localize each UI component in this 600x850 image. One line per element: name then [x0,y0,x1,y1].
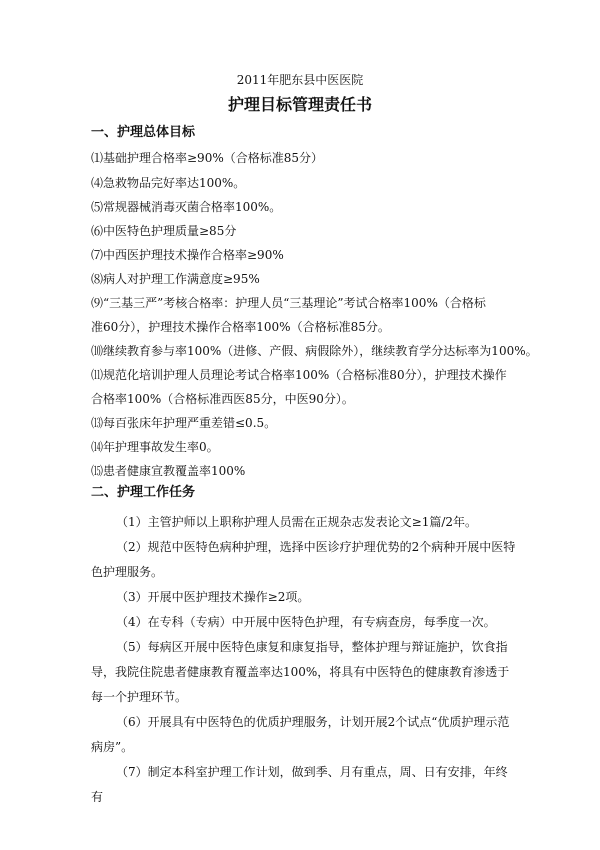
goal-item: ⑴基础护理合格率≥90%（合格标准85分） [91,151,323,165]
task-item: （5）每病区开展中医特色康复和康复指导，整体护理与辩证施护，饮食指导，我院住院患者健康教育覆盖率达100%，将具有中医特色的健康教育渗透于每一个护理环节。 [91,640,510,704]
goal-item: ⑸常规器械消毒灭菌合格率100%。 [91,200,282,214]
section-heading-tasks: 二、护理工作任务 [91,485,196,500]
task-item: （3）开展中医护理技术操作≥2项。 [116,590,310,604]
goal-item: ⑾规范化培训护理人员理论考试合格率100%（合格标准80分），护理技术操作 [91,368,507,382]
goal-item: ⑻病人对护理工作满意度≥95% [91,272,260,286]
task-item: （2）规范中医特色病种护理，选择中医诊疗护理优势的2个病种开展中医特色护理服务。 [91,540,516,579]
goal-item: ⒀每百张床年护理严重差错≤0.5。 [91,416,277,430]
goal-item: ⒁年护理事故发生率0。 [91,440,219,454]
section-heading-goals: 一、护理总体目标 [91,125,196,140]
task-item: （6）开展具有中医特色的优质护理服务，计划开展2个试点“优质护理示范病房”。 [91,715,510,754]
goal-item: 合格率100%（合格标准西医85分，中医90分）。 [91,392,354,406]
goal-item: 准60分），护理技术操作合格率100%（合格标准85分。 [91,320,390,334]
task-item: （4）在专科（专病）中开展中医特色护理，有专病查房，每季度一次。 [116,615,496,629]
task-item: （7）制定本科室护理工作计划，做到季、月有重点，周、日有安排，年终有 [91,765,508,804]
task-item: （1）主管护师以上职称护理人员需在正规杂志发表论文≥1篇/2年。 [116,515,478,529]
goal-item: ⑷急救物品完好率达100%。 [91,176,246,190]
goal-item: ⒂患者健康宣教覆盖率100% [91,464,246,478]
goal-item: ⑼“三基三严”考核合格率：护理人员“三基理论”考试合格率100%（合格标 [91,296,486,310]
goal-item: ⑽继续教育参与率100%（进修、产假、病假除外），继续教育学分达标率为100%。 [91,344,538,358]
goal-item: ⑺中西医护理技术操作合格率≥90% [91,248,284,262]
institution-name: 2011年肥东县中医医院 [236,73,364,87]
goal-item: ⑹中医特色护理质量≥85分 [91,224,237,238]
document-title: 护理目标管理责任书 [227,95,372,114]
